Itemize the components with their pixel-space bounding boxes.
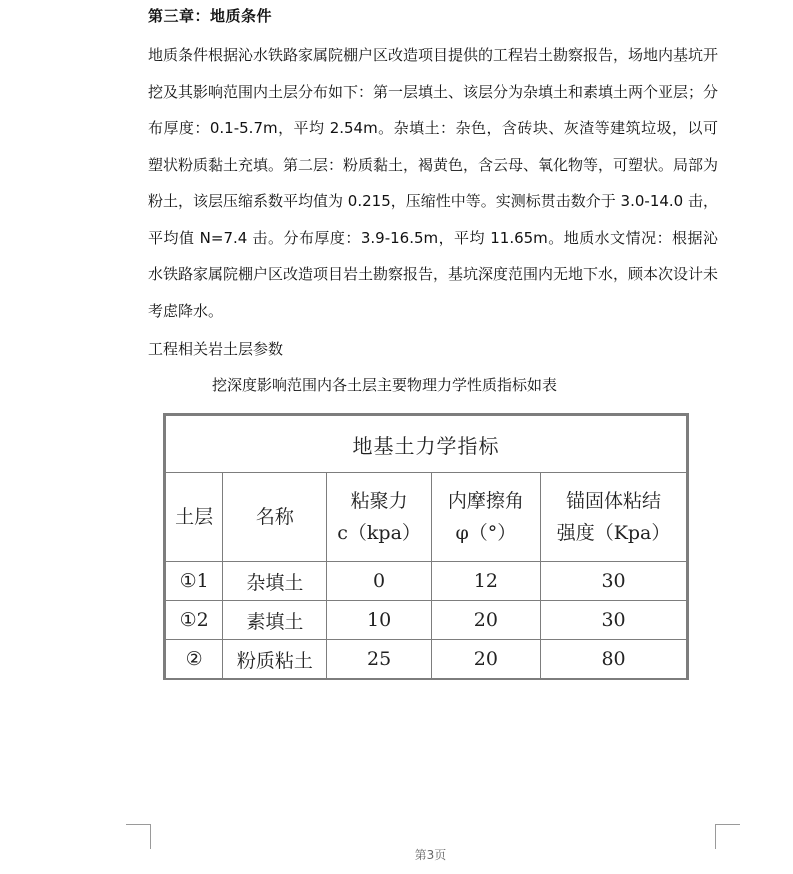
table-title: 地基土力学指标 [166, 416, 687, 473]
header-cohesion [327, 473, 431, 562]
cell-cohesion: 0 [327, 562, 431, 601]
header-friction-line2: φ（°） [455, 522, 517, 544]
table-row [166, 601, 687, 640]
header-cohesion-line2: c（kpa） [337, 522, 421, 544]
cell-name: 素填土 [223, 601, 327, 640]
header-cohesion-line1: 粘聚力 [350, 490, 408, 512]
cell-cohesion: 25 [327, 640, 431, 679]
cell-layer: ①2 [166, 601, 223, 640]
cell-layer: ①1 [166, 562, 223, 601]
cell-name: 杂填土 [223, 562, 327, 601]
cell-name: 粉质粘土 [223, 640, 327, 679]
header-bond-strength [541, 473, 687, 562]
soil-parameter-table-image [163, 413, 689, 680]
cell-friction: 12 [431, 562, 540, 601]
cell-cohesion: 10 [327, 601, 431, 640]
sub-heading: 工程相关岩土层参数 [148, 340, 284, 358]
header-name: 名称 [223, 473, 327, 562]
header-friction-line1: 内摩擦角 [447, 490, 524, 512]
page-number: 第3页 [414, 848, 447, 862]
cell-friction: 20 [431, 601, 540, 640]
header-bond-line2: 强度（Kpa） [556, 522, 671, 544]
table-row [166, 640, 687, 679]
header-friction [431, 473, 540, 562]
cell-layer: ② [166, 640, 223, 679]
cell-bond: 80 [541, 640, 687, 679]
cell-bond: 30 [541, 562, 687, 601]
cell-bond: 30 [541, 601, 687, 640]
cell-friction: 20 [431, 640, 540, 679]
soil-parameter-table [165, 415, 687, 679]
chapter-heading: 第三章：地质条件 [148, 7, 273, 25]
header-bond-line1: 锚固体粘结 [566, 490, 662, 512]
header-layer: 土层 [166, 473, 223, 562]
table-caption: 挖深度影响范围内各土层主要物理力学性质指标如表 [212, 376, 558, 394]
table-row [166, 562, 687, 601]
body-paragraph: 地质条件根据沁水铁路家属院棚户区改造项目提供的工程岩土勘察报告，场地内基坑开挖及其影响范围内土层分布如下：第一层填土、该层分为杂填土和素填土两个亚层；分布厚度：0.1-5.7m，平均 2.54m。杂填土：杂色，含砖块、灰渣等建筑垃圾，以可塑状粉质黏土充填。第二层：粉质黏土，褐黄色，含云母、氧化物等，可塑状。局部为粉土，该层压缩系数平均值为 0.215，压缩性中等。实测标贯击数介于 3.0-14.0 击，平均值 N=7.4 击。分布厚度：3.9-16.5m，平均 11.65m。地质水文情况：根据沁水铁路家属院棚户区改造项目岩土勘察报告，基坑深度范围内无地下水，顾本次设计未考虑降水。 [148, 46, 719, 320]
